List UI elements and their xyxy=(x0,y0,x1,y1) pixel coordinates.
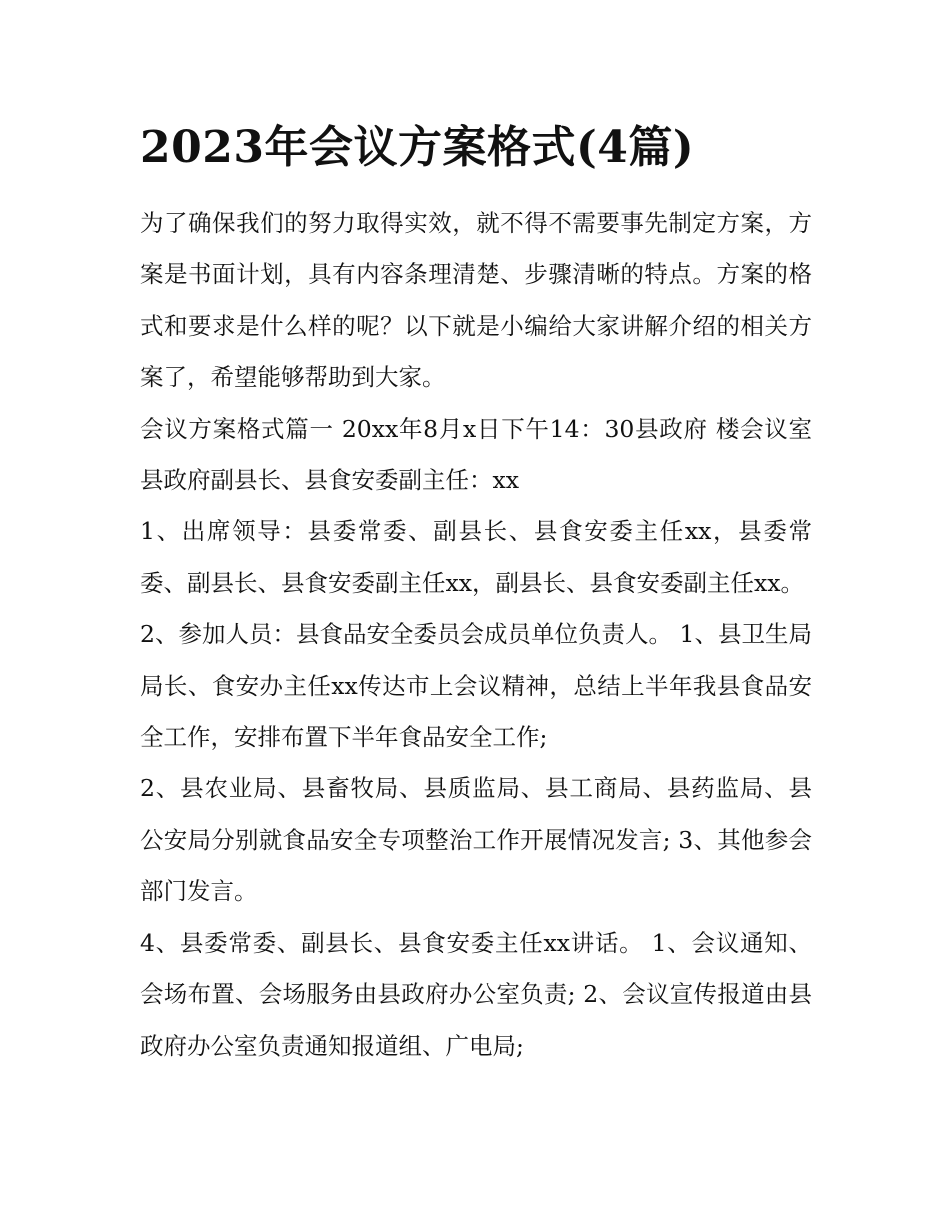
paragraph-closing-arrangements: 4、县委常委、副县长、县食安委主任xx讲话。 1、会议通知、会场布置、会场服务由县政府办公室负责; 2、会议宣传报道由县政府办公室负责通知报道组、广电局; xyxy=(140,928,812,1060)
document-title: 2023年会议方案格式(4篇) xyxy=(140,122,695,173)
paragraph-participants: 2、参加人员：县食品安全委员会成员单位负责人。 1、县卫生局局长、食安办主任xx传达市上会议精神，总结上半年我县食品安全工作，安排布置下半年食品安全工作; xyxy=(140,620,812,752)
paragraph-department-speeches: 2、县农业局、县畜牧局、县质监局、县工商局、县药监局、县公安局分别就食品安全专项整治工作开展情况发言; 3、其他参会部门发言。 xyxy=(140,774,812,906)
paragraph-meeting-info: 会议方案格式篇一 20xx年8月x日下午14：30县政府 楼会议室 县政府副县长、县食安委副主任：xx xyxy=(140,414,812,495)
paragraph-intro: 为了确保我们的努力取得实效，就不得不需要事先制定方案，方案是书面计划，具有内容条理清楚、步骤清晰的特点。方案的格式和要求是什么样的呢？以下就是小编给大家讲解介绍的相关方案了，希望能够帮助到大家。 xyxy=(140,209,812,392)
paragraph-attending-leaders: 1、出席领导：县委常委、副县长、县食安委主任xx，县委常委、副县长、县食安委副主任xx，副县长、县食安委副主任xx。 xyxy=(140,517,812,597)
document-body xyxy=(140,198,812,1072)
